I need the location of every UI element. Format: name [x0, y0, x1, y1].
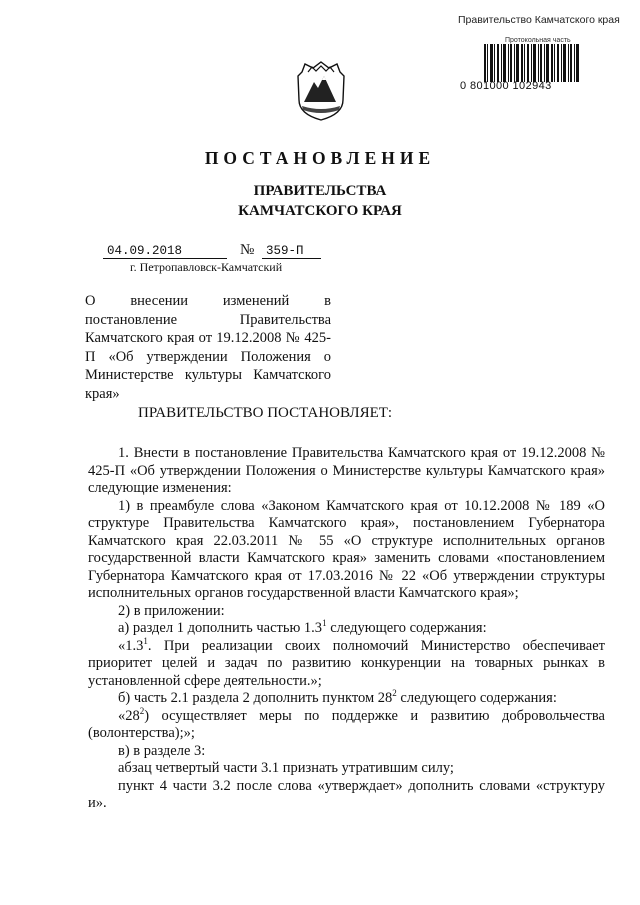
document-body — [88, 445, 605, 813]
document-title: ПОСТАНОВЛЕНИЕ — [204, 148, 436, 168]
paragraph-9: абзац четвертый части 3.1 признать утратившим силу; — [118, 760, 454, 776]
paragraph-4: а) раздел 1 дополнить частью $1.3^1$ следующего содержания: — [118, 618, 487, 636]
city: г. Петропавловск-Камчатский — [130, 260, 283, 274]
paragraph-5: «$1.3^1$. При реализации своих полномочий Министерство обеспечивает приоритет целей и задач по развитию конкуренции на товарных рынках в установленной сфере деятельности.»; — [88, 635, 605, 689]
paragraph-7: «$28^2$) осуществляет меры по поддержке и развитию добровольчества (волонтерства);»; — [88, 705, 605, 741]
kamchatka-coat-of-arms-icon — [296, 60, 346, 122]
stamp-organization: Правительство Камчатского края — [458, 14, 620, 26]
decree-heading: ПРАВИТЕЛЬСТВО ПОСТАНОВЛЯЕТ: — [138, 405, 393, 421]
paragraph-2: 1) в преамбуле слова «Законом Камчатского края от 10.12.2008 № 189 «О структуре Правительства Камчатского края», постановлением Губернатора Камчатского края 22.03.2011 № 55 «О структуре исполнительных органов государственной власти Камчатского края» заменить словами «постановлением Губернатора Камчатского края от 17.03.2016 № 22 «Об утверждении структуры исполнительных органов государственной власти Камчатского края»; — [88, 497, 605, 601]
paragraph-6: б) часть 2.1 раздела 2 дополнить пунктом $28^2$ следующего содержания: — [118, 688, 557, 706]
number-sign: № — [240, 242, 255, 258]
paragraph-8: в) в разделе 3: — [118, 742, 206, 759]
document-date: 04.09.2018 — [103, 244, 227, 259]
stamp-subtext: Протокольная часть — [505, 37, 571, 44]
authority-line-2: КАМЧАТСКОГО КРАЯ — [238, 203, 402, 219]
document-number: 359-П — [262, 244, 321, 259]
paragraph-1: 1. Внести в постановление Правительства Камчатского края от 19.12.2008 № 425-П «Об утверждении Положения о Министерстве культуры Камчатского края» следующие изменения: — [88, 445, 605, 496]
document-subject: О внесении изменений в постановление Правительства Камчатского края от 19.12.2008 № 425-П «Об утверждении Положения о Министерстве культуры Камчатского края» — [85, 293, 331, 402]
barcode — [484, 44, 580, 82]
paragraph-3: 2) в приложении: — [118, 602, 225, 619]
barcode-number: 0 801000 102943 — [460, 80, 552, 92]
authority-line-1: ПРАВИТЕЛЬСТВА — [253, 183, 387, 199]
paragraph-10: пункт 4 части 3.2 после слова «утверждает» дополнить словами «структуру и». — [88, 777, 605, 811]
